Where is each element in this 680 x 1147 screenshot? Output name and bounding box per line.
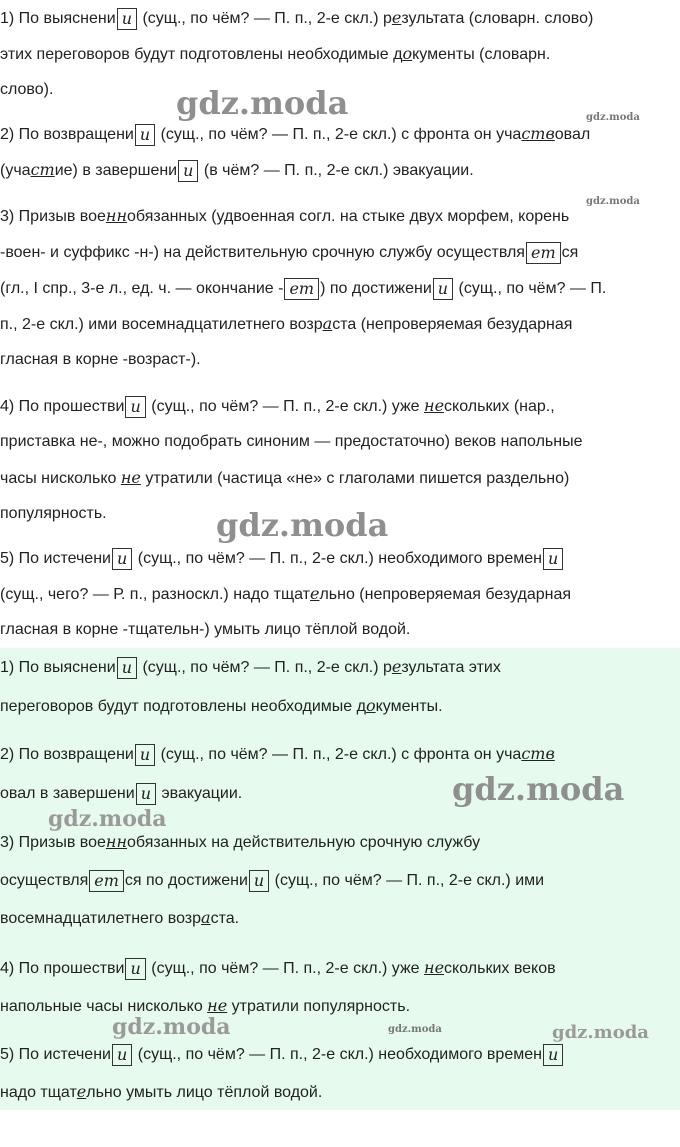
text: восемнадцатилетнего возр <box>0 910 202 927</box>
text-line <box>0 44 550 64</box>
text: напольные часы нисколько <box>0 998 208 1015</box>
text: (сущ., по чём? — П. п., 2-е скл.) р <box>138 10 392 28</box>
text: этих переговоров будут подготовлены необходимые д <box>0 46 403 63</box>
highlighted-letters: не <box>120 468 141 487</box>
text: приставка не-, можно подобрать синоним — предостаточно) веков напольные <box>0 433 583 450</box>
text: 1) По выяснени <box>0 10 116 28</box>
text-line <box>0 996 410 1016</box>
text: (сущ., по чём? — П. п., 2-е скл.) уже <box>146 398 425 416</box>
text: зультата этих <box>401 659 501 677</box>
text-line <box>0 696 443 716</box>
highlighted-letter: о <box>365 696 376 715</box>
text: (сущ., по чём? — П. п., 2-е скл.) необходимого времен <box>133 550 542 568</box>
text-line <box>0 908 239 928</box>
text-line <box>0 504 107 524</box>
watermark: gdz.moda <box>176 84 349 122</box>
text-line <box>0 350 201 370</box>
text: (сущ., чего? — Р. п., разноскл.) надо тщат <box>0 586 310 603</box>
text: (сущ., по чём? — П. п., 2-е скл.) ими <box>270 872 545 890</box>
text: (сущ., по чём? — П. п., 2-е скл.) р <box>138 659 392 677</box>
text: (сущ., по чём? — П. п., 2-е скл.) с фронта он уча <box>156 746 522 764</box>
ending-box: и <box>112 1044 132 1066</box>
text: обязанных на действительную срочную службу <box>126 834 481 851</box>
text: утратили популярность. <box>227 998 411 1015</box>
ending-box: и <box>543 548 563 570</box>
watermark: gdz.moda <box>586 196 640 207</box>
text: льно умыть лицо тёплой водой. <box>86 1084 323 1101</box>
highlighted-letter: о <box>402 44 413 63</box>
text-line <box>0 584 571 604</box>
text: эвакуации. <box>157 785 243 803</box>
text: 2) По возвращени <box>0 126 134 144</box>
highlighted-letters: ств <box>521 124 555 144</box>
watermark: gdz.moda <box>552 1022 649 1043</box>
text-line <box>0 548 564 568</box>
text-line <box>0 958 556 978</box>
highlighted-letters: ст <box>30 160 55 180</box>
ending-box: и <box>178 160 198 182</box>
text: овал <box>554 126 591 144</box>
text-line <box>0 1082 322 1102</box>
text-line <box>0 1044 564 1064</box>
highlighted-letter: е <box>391 657 402 677</box>
text: (гл., I спр., 3-е л., ед. ч. — окончание - <box>0 280 284 298</box>
text: кументы (словарн. <box>412 46 551 63</box>
text: 2) По возвращени <box>0 746 134 764</box>
text-line <box>0 432 582 452</box>
text-line <box>0 160 474 180</box>
text: скольких веков <box>444 960 556 978</box>
text-line <box>0 124 590 144</box>
text: 1) По выяснени <box>0 659 116 677</box>
text: ) по достижени <box>320 280 432 298</box>
text: (сущ., по чём? — П. <box>454 280 607 298</box>
text: ся по достижени <box>124 872 248 890</box>
text: слово). <box>0 81 54 98</box>
ending-box: и <box>135 744 155 766</box>
highlighted-letters: не <box>207 996 228 1015</box>
highlighted-letters: нн <box>105 206 127 225</box>
highlighted-letters: не <box>424 396 445 416</box>
text-line <box>0 744 555 764</box>
text: п., 2-е скл.) ими восемнадцатилетнего возр <box>0 316 323 333</box>
text: осуществля <box>0 872 89 890</box>
text: 4) По прошестви <box>0 398 125 416</box>
text: гласная в корне -возраст-). <box>0 351 201 368</box>
highlighted-letter: а <box>322 314 333 333</box>
text: ие) в завершени <box>54 162 178 180</box>
highlighted-letter: а <box>201 908 211 927</box>
text: -воен- и суффикс -н-) на действительную срочную службу осуществля <box>0 244 525 262</box>
text: кументы. <box>375 698 443 715</box>
ending-box: ет <box>526 242 561 264</box>
text: (сущ., по чём? — П. п., 2-е скл.) с фронта он уча <box>156 126 522 144</box>
text: овал в завершени <box>0 785 135 803</box>
ending-box: ет <box>284 278 319 300</box>
ending-box: и <box>543 1044 563 1066</box>
text-line <box>0 657 501 677</box>
text-line <box>0 8 593 28</box>
text: утратили (частица «не» с глаголами пишется раздельно) <box>140 470 570 487</box>
text-line <box>0 314 572 334</box>
watermark: gdz.moda <box>586 112 640 123</box>
text-line <box>0 870 544 890</box>
text: часы нисколько <box>0 470 121 487</box>
ending-box: и <box>136 783 156 805</box>
highlighted-letters: ств <box>521 744 555 764</box>
text-line <box>0 206 569 226</box>
watermark: gdz.moda <box>112 1014 231 1040</box>
highlighted-letters: нн <box>105 832 127 851</box>
text: (сущ., по чём? — П. п., 2-е скл.) необходимого времен <box>133 1046 542 1064</box>
text: обязанных (удвоенная согл. на стыке двух морфем, корень <box>126 208 570 225</box>
text: ся <box>561 244 579 262</box>
highlighted-letter: е <box>309 584 320 603</box>
watermark: gdz.moda <box>388 1024 442 1035</box>
text-line <box>0 80 53 100</box>
text: зультата (словарн. слово) <box>401 10 594 28</box>
text: 3) Призыв вое <box>0 834 106 851</box>
text: 3) Призыв вое <box>0 208 106 225</box>
text: (сущ., по чём? — П. п., 2-е скл.) уже <box>146 960 425 978</box>
text: льно (непроверяемая безударная <box>319 586 572 603</box>
highlighted-letter: е <box>76 1082 87 1101</box>
text: гласная в корне -тщательн-) умыть лицо тёплой водой. <box>0 621 411 638</box>
watermark: gdz.moda <box>216 506 389 544</box>
text: популярность. <box>0 505 107 522</box>
ending-box: и <box>249 870 269 892</box>
highlighted-letters: не <box>424 958 445 978</box>
text: 4) По прошестви <box>0 960 125 978</box>
text-line <box>0 783 242 803</box>
text: (в чём? — П. п., 2-е скл.) эвакуации. <box>199 162 474 180</box>
ending-box: и <box>125 958 145 980</box>
ending-box: и <box>135 124 155 146</box>
text: 5) По истечени <box>0 1046 111 1064</box>
highlighted-letter: е <box>391 8 402 28</box>
text: (уча <box>0 162 31 180</box>
text-line <box>0 242 578 262</box>
text-line <box>0 620 410 640</box>
ending-box: и <box>125 396 145 418</box>
ending-box: и <box>433 278 453 300</box>
text-line <box>0 468 569 488</box>
text: скольких (нар., <box>444 398 555 416</box>
text: переговоров будут подготовлены необходимые д <box>0 698 366 715</box>
ending-box: и <box>117 8 137 30</box>
text-line <box>0 278 606 298</box>
ending-box: и <box>112 548 132 570</box>
text: 5) По истечени <box>0 550 111 568</box>
watermark: gdz.moda <box>452 770 625 808</box>
text: ста. <box>210 910 240 927</box>
text-line <box>0 832 480 852</box>
text: ста (непроверяемая безударная <box>332 316 573 333</box>
watermark: gdz.moda <box>48 806 167 832</box>
ending-box: ет <box>89 870 124 892</box>
text: надо тщат <box>0 1084 77 1101</box>
ending-box: и <box>117 657 137 679</box>
text-line <box>0 396 555 416</box>
